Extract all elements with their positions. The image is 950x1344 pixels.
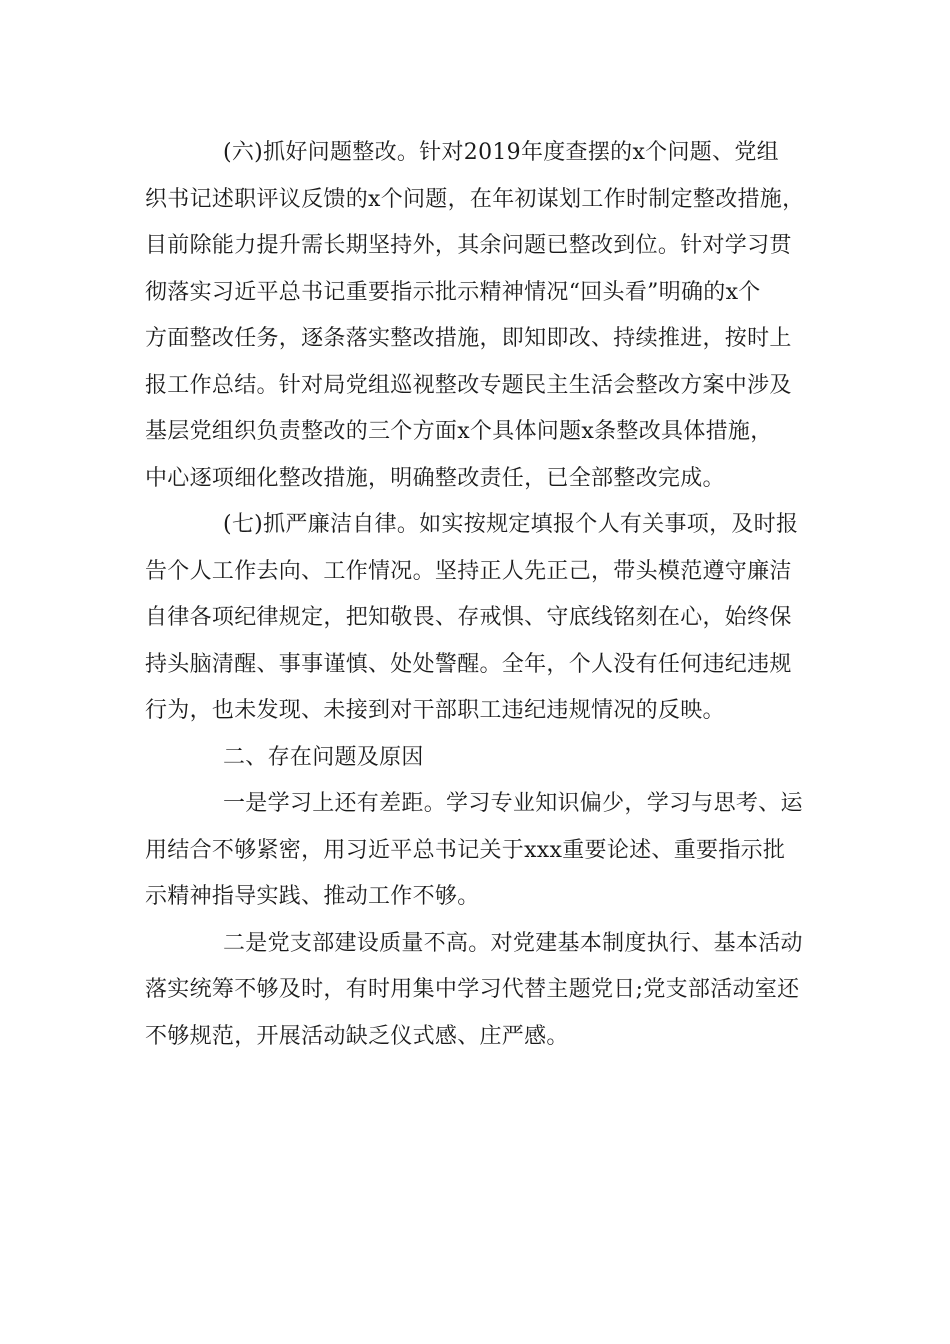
text-line: 不够规范，开展活动缺乏仪式感、庄严感。 [145,1023,569,1049]
paragraph-study-gap [145,781,810,921]
text-line: 自律各项纪律规定，把知敬畏、存戒惧、守底线铭刻在心，始终保 [145,605,792,630]
paragraph-party-branch [145,921,810,1061]
heading-line: 二、存在问题及原因 [223,744,424,770]
text-line: 织书记述职评议反馈的x个问题，在年初谋划工作时制定整改措施， [145,186,805,212]
paragraph-rectification [145,130,810,502]
text-line: 报工作总结。针对局党组巡视整改专题民主生活会整改方案中涉及 [145,372,792,398]
section-heading [145,735,810,782]
text-line: (六)抓好问题整改。针对2019年度查摆的x个问题、党组 [223,140,779,165]
text-line: 方面整改任务，逐条落实整改措施，即知即改、持续推进，按时上 [145,326,792,351]
text-line: 目前除能力提升需长期坚持外，其余问题已整改到位。针对学习贯 [145,233,792,258]
paragraph-integrity [145,502,810,735]
text-line: 彻落实习近平总书记重要指示批示精神情况“回头看”明确的x个 [145,279,761,305]
text-line: 二是党支部建设质量不高。对党建基本制度执行、基本活动 [223,930,803,956]
text-line: 基层党组织负责整改的三个方面x个具体问题x条整改具体措施， [145,419,773,444]
document-body [145,130,810,1060]
text-line: (七)抓严廉洁自律。如实按规定填报个人有关事项，及时报 [223,512,799,537]
text-line: 一是学习上还有差距。学习专业知识偏少，学习与思考、运 [223,791,803,816]
text-line: 落实统筹不够及时，有时用集中学习代替主题党日;党支部活动室还 [145,977,800,1002]
text-line: 用结合不够紧密，用习近平总书记关于xxx重要论述、重要指示批 [145,837,786,863]
text-line: 持头脑清醒、事事谨慎、处处警醒。全年，个人没有任何违纪违规 [145,651,792,677]
text-line: 中心逐项细化整改措施，明确整改责任，已全部整改完成。 [145,465,725,491]
text-line: 告个人工作去向、工作情况。坚持正人先正己，带头模范遵守廉洁 [145,558,792,584]
text-line: 示精神指导实践、推动工作不够。 [145,884,480,909]
text-line: 行为，也未发现、未接到对干部职工违纪违规情况的反映。 [145,698,725,723]
